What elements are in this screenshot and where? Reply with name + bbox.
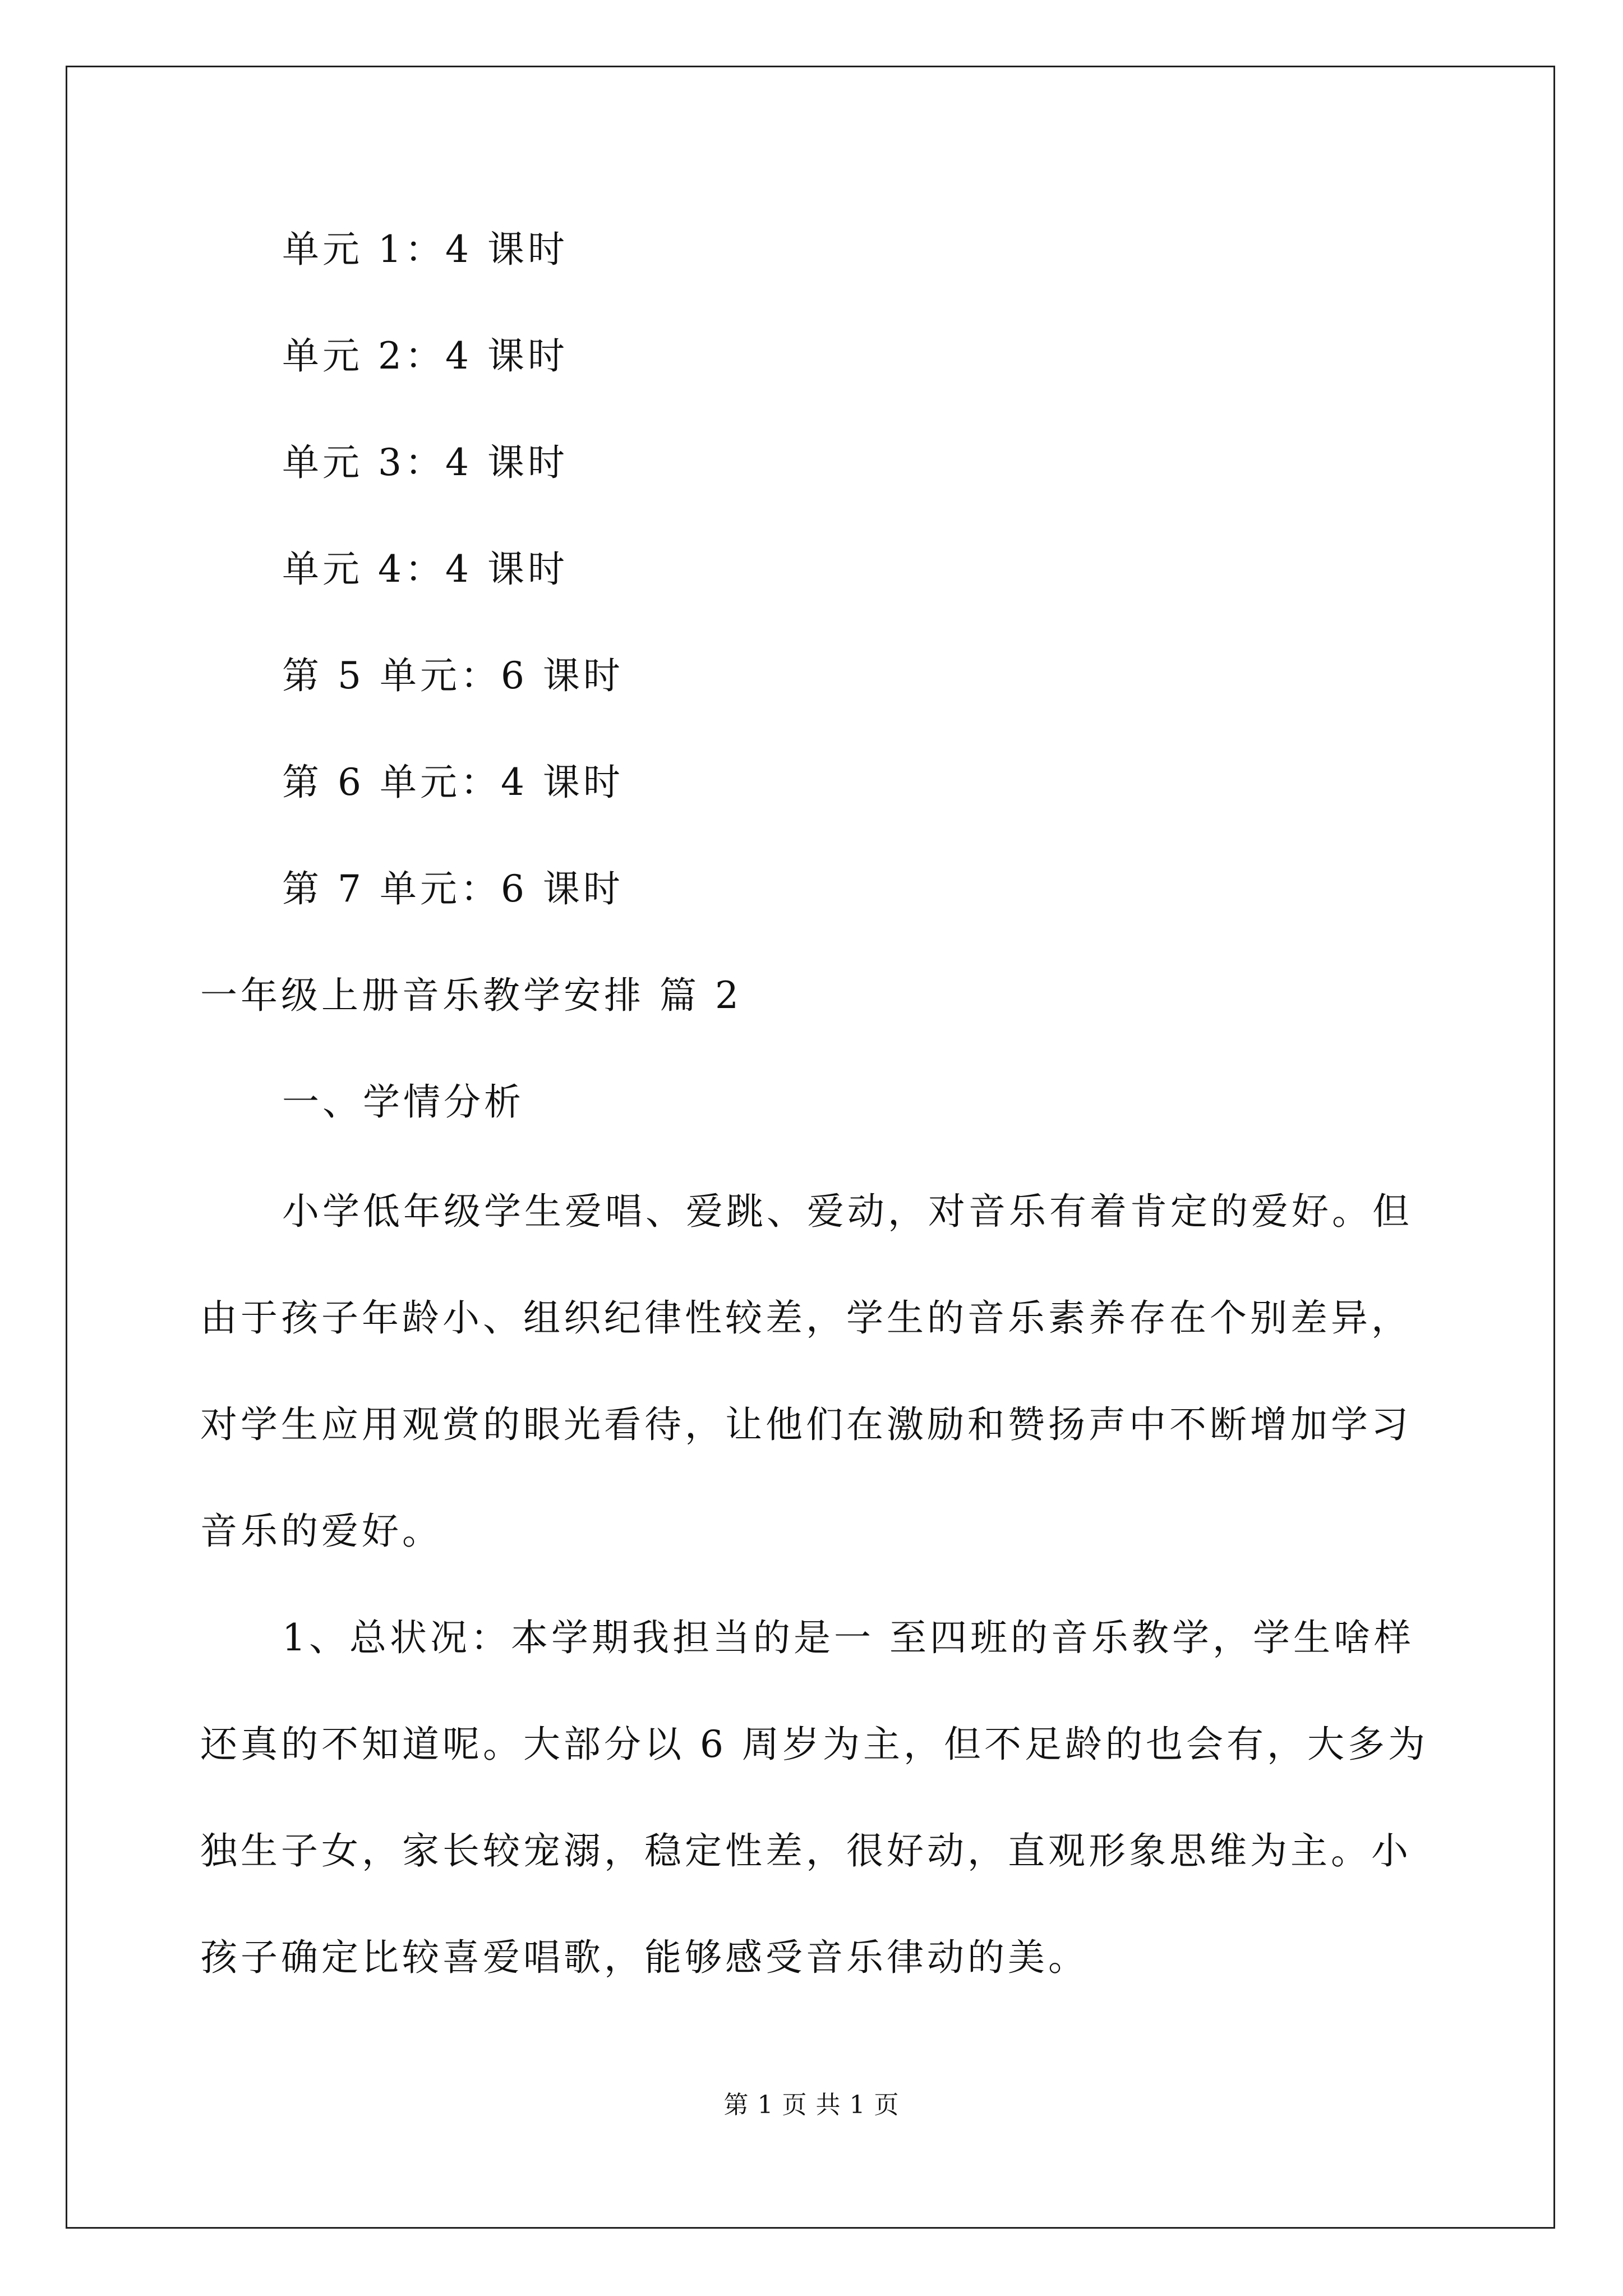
subheading: 一、学情分析 [282,1080,524,1124]
paragraph1-line-1: 小学低年级学生爱唱、爱跳、爱动，对音乐有着肯定的爱好。但 [282,1190,1413,1233]
schedule-line-3: 单元 3：4 课时 [282,441,568,484]
paragraph1-line-3: 对学生应用观赏的眼光看待，让他们在激励和赞扬声中不断增加学习 [200,1403,1412,1446]
schedule-line-4: 单元 4：4 课时 [282,547,568,591]
page-border [66,66,1555,2229]
paragraph2-line-2: 还真的不知道呢。大部分以 6 周岁为主，但不足龄的也会有，大多为 [200,1723,1428,1766]
paragraph2-line-3: 独生子女，家长较宠溺，稳定性差，很好动，直观形象思维为主。小 [200,1829,1412,1872]
page-footer: 第 1 页 共 1 页 [723,2091,900,2119]
schedule-line-6: 第 6 单元：4 课时 [282,761,624,804]
schedule-line-7: 第 7 单元：6 课时 [282,867,624,910]
schedule-line-5: 第 5 单元：6 课时 [282,654,624,697]
paragraph1-line-4: 音乐的爱好。 [200,1510,442,1553]
paragraph2-line-4: 孩子确定比较喜爱唱歌，能够感受音乐律动的美。 [200,1936,1089,1979]
paragraph1-line-2: 由于孩子年龄小、组织纪律性较差，学生的音乐素养存在个别差异， [200,1296,1412,1340]
section-heading: 一年级上册音乐教学安排 篇 2 [200,974,742,1017]
schedule-line-2: 单元 2：4 课时 [282,334,568,378]
paragraph2-line-1: 1、总状况：本学期我担当的是一 至四班的音乐教学，学生啥样 [282,1616,1414,1659]
schedule-line-1: 单元 1：4 课时 [282,228,568,271]
